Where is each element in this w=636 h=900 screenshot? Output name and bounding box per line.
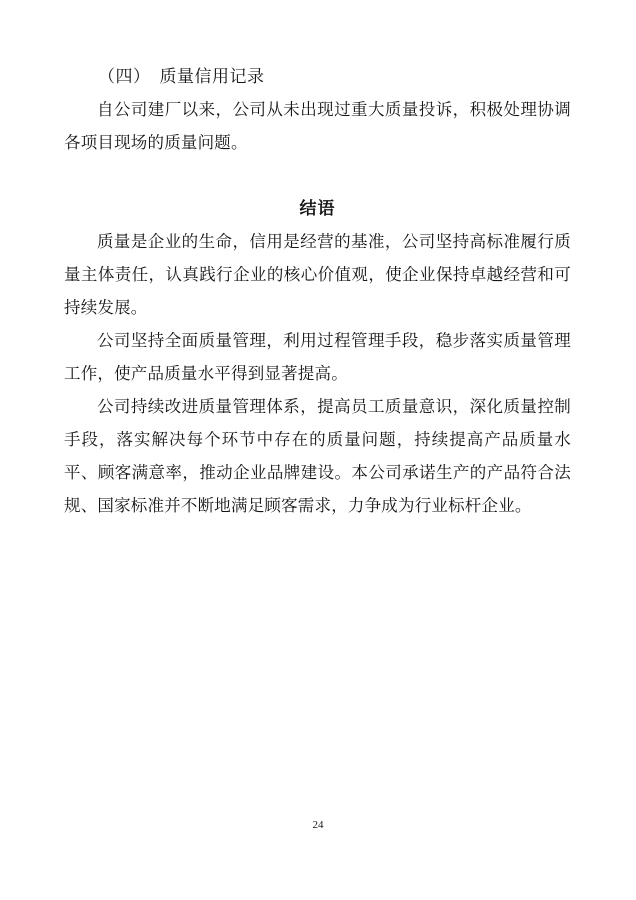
- section-paragraph: 自公司建厂以来，公司从未出现过重大质量投诉，积极处理协调各项目现场的质量问题。: [64, 100, 571, 152]
- page-number: 24: [312, 819, 324, 831]
- document-content: [64, 60, 571, 522]
- conclusion-paragraph-2: 公司坚持全面质量管理，利用过程管理手段，稳步落实质量管理工作，使产品质量水平得到显著提高。: [64, 331, 571, 383]
- conclusion-paragraph-1: 质量是企业的生命，信用是经营的基准，公司坚持高标准履行质量主体责任，认真践行企业的核心价值观，使企业保持卓越经营和可持续发展。: [64, 232, 571, 317]
- conclusion-heading: 结语: [299, 199, 336, 218]
- conclusion-paragraph-3: 公司持续改进质量管理体系，提高员工质量意识，深化质量控制手段，落实解决每个环节中存在的质量问题，持续提高产品质量水平、顾客满意率，推动企业品牌建设。本公司承诺生产的产品符合法规、国家标准并不断地满足顾客需求，力争成为行业标杆企业。: [64, 397, 571, 515]
- section-heading-quality-credit-record: （四） 质量信用记录: [98, 67, 265, 86]
